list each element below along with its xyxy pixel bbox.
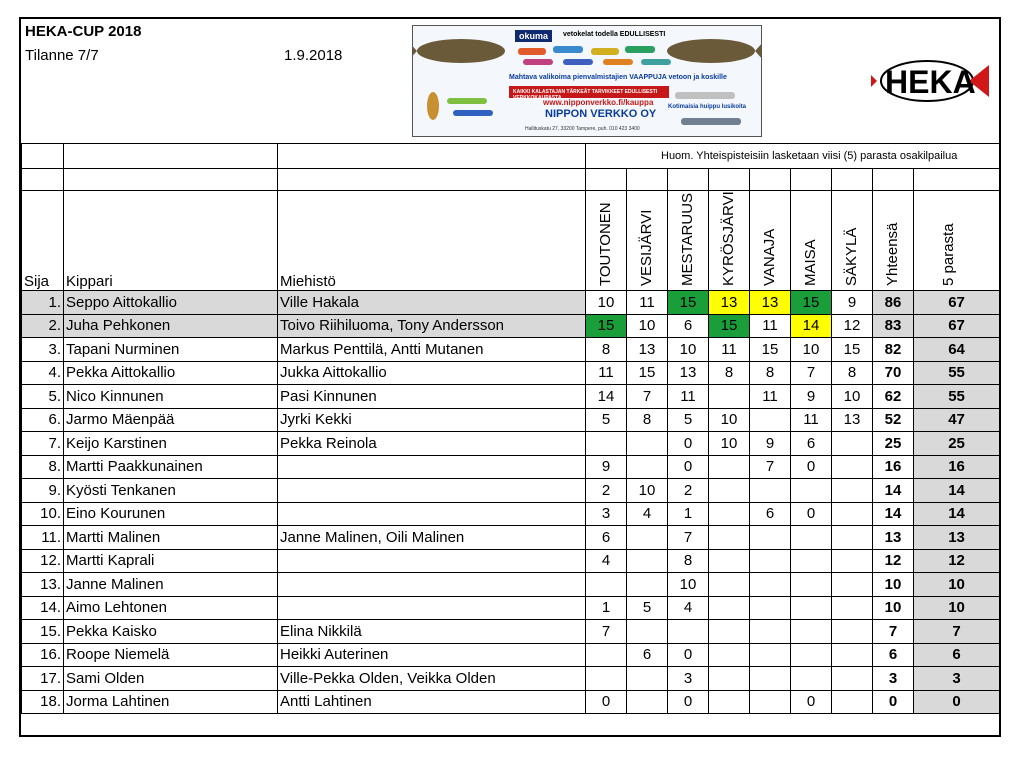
score-cell	[750, 408, 791, 432]
total-cell: 10	[873, 596, 914, 620]
best5-cell: 6	[914, 643, 1000, 667]
best5-cell: 13	[914, 526, 1000, 550]
col-header-race: MESTARUUS	[668, 191, 709, 291]
score-cell	[709, 620, 750, 644]
table-row	[22, 502, 1000, 526]
score-cell: 13	[627, 338, 668, 362]
skipper-cell: Martti Paakkunainen	[64, 455, 278, 479]
rank-cell: 12.	[22, 549, 64, 573]
score-cell: 1	[668, 502, 709, 526]
best5-cell: 14	[914, 502, 1000, 526]
score-cell: 15	[791, 291, 832, 315]
score-cell: 11	[627, 291, 668, 315]
score-cell: 10	[586, 291, 627, 315]
score-cell	[832, 549, 873, 573]
score-cell: 7	[750, 455, 791, 479]
ad-url: www.nipponverkko.fi/kauppa	[543, 98, 654, 107]
skipper-cell: Martti Malinen	[64, 526, 278, 550]
score-cell	[627, 432, 668, 456]
score-cell	[832, 620, 873, 644]
total-cell: 25	[873, 432, 914, 456]
table-row	[22, 432, 1000, 456]
score-cell	[709, 526, 750, 550]
spacer-row	[22, 169, 1000, 191]
score-cell: 10	[709, 408, 750, 432]
score-cell: 15	[586, 314, 627, 338]
ad-banner	[509, 86, 669, 101]
best5-cell: 0	[914, 690, 1000, 714]
score-cell: 15	[832, 338, 873, 362]
rank-cell: 7.	[22, 432, 64, 456]
score-cell: 7	[627, 385, 668, 409]
results-table	[21, 143, 1000, 714]
col-header-race: MAISA	[791, 191, 832, 291]
rank-cell: 17.	[22, 667, 64, 691]
score-cell: 10	[791, 338, 832, 362]
score-cell: 9	[791, 385, 832, 409]
score-cell: 7	[668, 526, 709, 550]
score-cell: 6	[668, 314, 709, 338]
score-cell: 0	[668, 455, 709, 479]
score-cell: 15	[668, 291, 709, 315]
sponsor-ad	[412, 25, 762, 137]
skipper-cell: Martti Kaprali	[64, 549, 278, 573]
crew-cell	[278, 455, 586, 479]
score-cell: 0	[668, 432, 709, 456]
skipper-cell: Juha Pehkonen	[64, 314, 278, 338]
score-cell: 9	[750, 432, 791, 456]
best5-cell: 10	[914, 573, 1000, 597]
crew-cell: Elina Nikkilä	[278, 620, 586, 644]
rank-cell: 9.	[22, 479, 64, 503]
best5-cell: 14	[914, 479, 1000, 503]
score-cell	[750, 643, 791, 667]
total-cell: 16	[873, 455, 914, 479]
score-cell: 5	[668, 408, 709, 432]
total-cell: 7	[873, 620, 914, 644]
score-cell	[832, 690, 873, 714]
crew-cell	[278, 573, 586, 597]
score-cell: 10	[832, 385, 873, 409]
score-cell: 4	[586, 549, 627, 573]
rank-cell: 10.	[22, 502, 64, 526]
table-row	[22, 526, 1000, 550]
table-row	[22, 479, 1000, 503]
col-header-race: VESIJÄRVI	[627, 191, 668, 291]
table-row	[22, 338, 1000, 362]
score-cell: 8	[709, 361, 750, 385]
score-cell: 15	[709, 314, 750, 338]
score-cell: 11	[586, 361, 627, 385]
heka-fish-icon	[871, 57, 991, 107]
table-row	[22, 573, 1000, 597]
score-cell: 11	[709, 338, 750, 362]
best5-cell: 10	[914, 596, 1000, 620]
total-cell: 3	[873, 667, 914, 691]
score-cell: 8	[832, 361, 873, 385]
score-cell: 8	[668, 549, 709, 573]
score-cell: 1	[586, 596, 627, 620]
crew-cell: Jukka Aittokallio	[278, 361, 586, 385]
total-cell: 83	[873, 314, 914, 338]
score-cell	[709, 643, 750, 667]
crew-cell: Ville-Pekka Olden, Veikka Olden	[278, 667, 586, 691]
total-cell: 86	[873, 291, 914, 315]
score-cell: 5	[586, 408, 627, 432]
score-cell	[750, 620, 791, 644]
score-cell	[750, 573, 791, 597]
score-cell	[750, 526, 791, 550]
col-header-total: Yhteensä	[873, 191, 914, 291]
score-cell: 2	[586, 479, 627, 503]
crew-cell: Antti Lahtinen	[278, 690, 586, 714]
rank-cell: 2.	[22, 314, 64, 338]
score-cell	[791, 596, 832, 620]
skipper-cell: Jarmo Mäenpää	[64, 408, 278, 432]
score-cell: 14	[791, 314, 832, 338]
crew-cell	[278, 479, 586, 503]
score-cell	[832, 432, 873, 456]
best5-cell: 67	[914, 291, 1000, 315]
score-cell	[791, 643, 832, 667]
skipper-cell: Jorma Lahtinen	[64, 690, 278, 714]
score-cell	[832, 643, 873, 667]
score-cell	[709, 596, 750, 620]
brand-logo: okuma	[515, 30, 552, 42]
header-row	[22, 191, 1000, 291]
table-row	[22, 291, 1000, 315]
total-cell: 12	[873, 549, 914, 573]
score-cell: 13	[750, 291, 791, 315]
score-cell: 0	[791, 502, 832, 526]
score-cell: 7	[586, 620, 627, 644]
crew-cell: Ville Hakala	[278, 291, 586, 315]
skipper-cell: Sami Olden	[64, 667, 278, 691]
score-cell	[750, 667, 791, 691]
score-cell	[627, 549, 668, 573]
best5-cell: 64	[914, 338, 1000, 362]
table-row	[22, 455, 1000, 479]
total-cell: 10	[873, 573, 914, 597]
col-header-rank: Sija	[22, 191, 64, 291]
rank-cell: 15.	[22, 620, 64, 644]
score-cell: 11	[791, 408, 832, 432]
score-cell	[709, 549, 750, 573]
rank-cell: 3.	[22, 338, 64, 362]
score-cell: 8	[750, 361, 791, 385]
ad-tagline: Kotimaisia huippu lusikoita	[668, 104, 747, 110]
score-cell	[709, 479, 750, 503]
skipper-cell: Seppo Aittokallio	[64, 291, 278, 315]
rank-cell: 5.	[22, 385, 64, 409]
ad-tagline: vetokelat todella EDULLISESTI	[563, 31, 666, 38]
col-header-race: TOUTONEN	[586, 191, 627, 291]
crew-cell	[278, 596, 586, 620]
scoring-note: Huom. Yhteispisteisiin lasketaan viisi (5) parasta osakilpailua	[661, 150, 958, 162]
rank-cell: 13.	[22, 573, 64, 597]
crew-cell	[278, 502, 586, 526]
table-row	[22, 408, 1000, 432]
crew-cell: Heikki Auterinen	[278, 643, 586, 667]
page-title: HEKA-CUP 2018	[25, 23, 142, 40]
ad-address: Hallituskatu 27, 33200 Tampere, puh. 010 423 3400	[525, 126, 640, 132]
score-cell: 8	[586, 338, 627, 362]
score-cell: 9	[586, 455, 627, 479]
table-row	[22, 620, 1000, 644]
score-cell: 9	[832, 291, 873, 315]
skipper-cell: Eino Kourunen	[64, 502, 278, 526]
logo-text: HEKA	[885, 64, 976, 100]
score-cell: 12	[832, 314, 873, 338]
score-cell: 10	[668, 338, 709, 362]
crew-cell: Pasi Kinnunen	[278, 385, 586, 409]
score-cell: 13	[832, 408, 873, 432]
score-cell: 11	[668, 385, 709, 409]
total-cell: 62	[873, 385, 914, 409]
best5-cell: 47	[914, 408, 1000, 432]
score-cell: 2	[668, 479, 709, 503]
crew-cell: Toivo Riihiluoma, Tony Andersson	[278, 314, 586, 338]
rank-cell: 11.	[22, 526, 64, 550]
score-cell: 3	[668, 667, 709, 691]
score-cell: 10	[627, 479, 668, 503]
crew-cell: Janne Malinen, Oili Malinen	[278, 526, 586, 550]
score-cell: 5	[627, 596, 668, 620]
score-cell	[832, 455, 873, 479]
score-cell	[750, 479, 791, 503]
score-cell: 6	[791, 432, 832, 456]
score-cell: 10	[709, 432, 750, 456]
col-header-race: SÄKYLÄ	[832, 191, 873, 291]
fish-illustration	[413, 26, 762, 137]
heka-logo	[871, 57, 991, 112]
score-cell: 8	[627, 408, 668, 432]
score-cell: 6	[627, 643, 668, 667]
score-cell	[832, 596, 873, 620]
table-row	[22, 690, 1000, 714]
total-cell: 0	[873, 690, 914, 714]
score-cell	[627, 620, 668, 644]
score-cell	[586, 643, 627, 667]
score-cell: 13	[668, 361, 709, 385]
ad-banner-text: KAIKKI KALASTAJAN TÄRKEÄT TARVIKKEET EDULLISESTI VERKKOKAUPASTA	[513, 89, 658, 101]
col-header-race: VANAJA	[750, 191, 791, 291]
crew-cell	[278, 549, 586, 573]
skipper-cell: Pekka Aittokallio	[64, 361, 278, 385]
table-row	[22, 549, 1000, 573]
score-cell	[586, 432, 627, 456]
score-cell	[791, 667, 832, 691]
col-header-best5: 5 parasta	[914, 191, 1000, 291]
score-cell	[791, 573, 832, 597]
score-cell	[832, 667, 873, 691]
rank-cell: 16.	[22, 643, 64, 667]
score-cell	[791, 479, 832, 503]
table-row	[22, 385, 1000, 409]
score-cell	[668, 620, 709, 644]
rank-cell: 6.	[22, 408, 64, 432]
rank-cell: 18.	[22, 690, 64, 714]
best5-cell: 67	[914, 314, 1000, 338]
score-cell	[586, 573, 627, 597]
score-cell	[709, 690, 750, 714]
best5-cell: 55	[914, 361, 1000, 385]
score-cell	[627, 455, 668, 479]
best5-cell: 16	[914, 455, 1000, 479]
score-cell	[791, 549, 832, 573]
ad-tagline: Mahtava valikoima pienvalmistajien VAAPPUJA vetoon ja koskille	[509, 74, 727, 81]
table-row	[22, 667, 1000, 691]
best5-cell: 12	[914, 549, 1000, 573]
skipper-cell: Keijo Karstinen	[64, 432, 278, 456]
score-cell	[709, 455, 750, 479]
table-row	[22, 314, 1000, 338]
col-header-skipper: Kippari	[64, 191, 278, 291]
table-row	[22, 643, 1000, 667]
score-cell	[832, 573, 873, 597]
total-cell: 13	[873, 526, 914, 550]
crew-cell: Pekka Reinola	[278, 432, 586, 456]
score-cell	[791, 526, 832, 550]
score-cell: 7	[791, 361, 832, 385]
crew-cell: Markus Penttilä, Antti Mutanen	[278, 338, 586, 362]
score-cell	[627, 573, 668, 597]
skipper-cell: Pekka Kaisko	[64, 620, 278, 644]
score-cell	[627, 526, 668, 550]
rank-cell: 1.	[22, 291, 64, 315]
table-row	[22, 596, 1000, 620]
best5-cell: 7	[914, 620, 1000, 644]
score-cell: 11	[750, 385, 791, 409]
total-cell: 6	[873, 643, 914, 667]
score-cell: 0	[668, 643, 709, 667]
score-cell: 6	[750, 502, 791, 526]
rank-cell: 14.	[22, 596, 64, 620]
col-header-crew: Miehistö	[278, 191, 586, 291]
score-cell	[709, 573, 750, 597]
total-cell: 14	[873, 479, 914, 503]
score-cell: 15	[750, 338, 791, 362]
score-cell: 0	[586, 690, 627, 714]
score-cell	[750, 596, 791, 620]
score-cell	[750, 549, 791, 573]
score-cell: 10	[668, 573, 709, 597]
total-cell: 70	[873, 361, 914, 385]
best5-cell: 25	[914, 432, 1000, 456]
total-cell: 82	[873, 338, 914, 362]
total-cell: 14	[873, 502, 914, 526]
total-cell: 52	[873, 408, 914, 432]
standing-label: Tilanne 7/7	[25, 47, 99, 64]
score-cell	[709, 385, 750, 409]
score-cell	[791, 620, 832, 644]
score-cell	[709, 667, 750, 691]
score-cell	[627, 667, 668, 691]
skipper-cell: Kyösti Tenkanen	[64, 479, 278, 503]
score-cell: 10	[627, 314, 668, 338]
score-cell: 0	[791, 690, 832, 714]
results-sheet	[19, 17, 1001, 737]
best5-cell: 55	[914, 385, 1000, 409]
col-header-race: KYRÖSJÄRVI	[709, 191, 750, 291]
best5-cell: 3	[914, 667, 1000, 691]
score-cell	[709, 502, 750, 526]
score-cell: 11	[750, 314, 791, 338]
skipper-cell: Aimo Lehtonen	[64, 596, 278, 620]
score-cell	[627, 690, 668, 714]
skipper-cell: Tapani Nurminen	[64, 338, 278, 362]
score-cell: 13	[709, 291, 750, 315]
spacer-row	[22, 144, 1000, 169]
table-row	[22, 361, 1000, 385]
rank-cell: 8.	[22, 455, 64, 479]
score-cell: 6	[586, 526, 627, 550]
date-label: 1.9.2018	[284, 47, 343, 64]
score-cell: 3	[586, 502, 627, 526]
skipper-cell: Nico Kinnunen	[64, 385, 278, 409]
company-name: NIPPON VERKKO OY	[545, 108, 657, 120]
score-cell: 14	[586, 385, 627, 409]
score-cell	[832, 526, 873, 550]
score-cell	[586, 667, 627, 691]
score-cell: 0	[791, 455, 832, 479]
rank-cell: 4.	[22, 361, 64, 385]
crew-cell: Jyrki Kekki	[278, 408, 586, 432]
skipper-cell: Janne Malinen	[64, 573, 278, 597]
score-cell	[832, 479, 873, 503]
score-cell: 15	[627, 361, 668, 385]
score-cell	[832, 502, 873, 526]
score-cell: 0	[668, 690, 709, 714]
score-cell: 4	[627, 502, 668, 526]
score-cell	[750, 690, 791, 714]
score-cell: 4	[668, 596, 709, 620]
skipper-cell: Roope Niemelä	[64, 643, 278, 667]
